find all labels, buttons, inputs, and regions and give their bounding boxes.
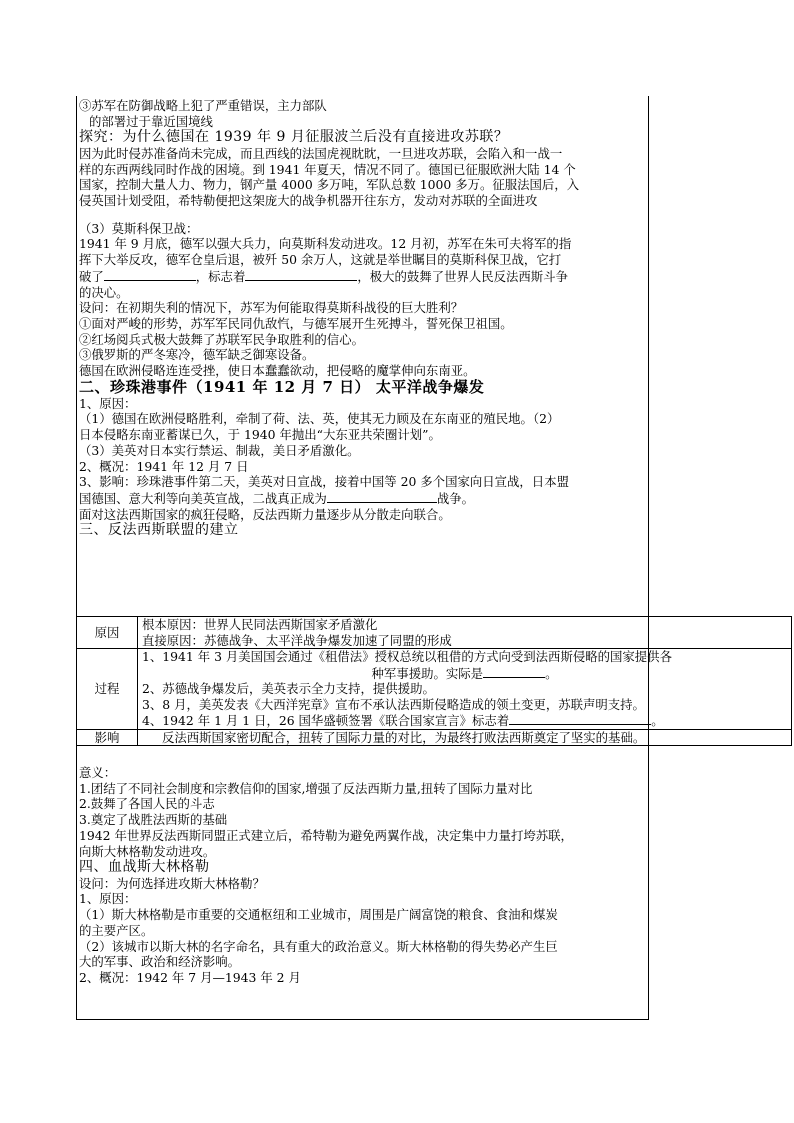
soviet-error-line-1: ③苏军在防御战略上犯了严重错误，主力部队 (79, 98, 327, 113)
process-cell (138, 649, 792, 730)
impact-text: 反法西斯国家密切配合，扭转了国际力量的对比，为最终打败法西斯奠定了坚实的基础。 (162, 729, 646, 745)
alliance-heading: 三、反法西斯联盟的建立 (79, 522, 239, 539)
pearl-impact-2-start: 国德国、意大利等向美英宣战，二战真正成为 (79, 490, 327, 506)
table-row (77, 729, 792, 746)
stalingrad-heading: 四、血战斯大林格勒 (79, 859, 210, 876)
pearl-cause-3: （3）美英对日本实行禁运、制裁，美日矛盾激化。 (79, 442, 360, 458)
moscow-heading: （3）莫斯科保卫战： (79, 220, 199, 236)
significance-title: 意义： (79, 765, 117, 780)
lower-section (79, 765, 645, 986)
table-row (77, 617, 792, 649)
pearl-impact-3: 面对这法西斯国家的疯狂侵略，反法西斯力量逐步从分散走向联合。 (79, 506, 451, 522)
stalingrad-cause-2a: （2）该城市以斯大林的名字命名，具有重大的政治意义。斯大林格勒的得失势必产生巨 (79, 938, 558, 954)
fill-blank-3[interactable] (327, 490, 437, 503)
pearl-cause-title: 1、原因： (79, 395, 137, 411)
stalingrad-question: 设问：为何选择进攻斯大林格勒？ (79, 875, 265, 891)
transition-1: 1942 年世界反法西斯同盟正式建立后，希特勒为避免两翼作战，决定集中力量打垮苏联， (79, 827, 573, 843)
explore-answer-4: 侵英国计划受阻，希特勒便把这架庞大的战争机器开往东方，发动对苏联的全面进攻 (79, 193, 538, 209)
table-row (77, 649, 792, 730)
moscow-line-1: 1941 年 9 月底，德军以强大兵力，向莫斯科发动进攻。12 月初，苏军在朱可夫将军的指 (79, 236, 572, 252)
process-1b-end: 。 (545, 665, 558, 681)
cause-cell (138, 617, 792, 649)
process-3: 3、8 月，美英发表《大西洋宪章》宣布不承认法西斯侵略造成的领土变更，苏联声明支持。 (142, 696, 645, 712)
moscow-conclusion: 德国在欧洲侵略连连受挫，使日本蠢蠢欲动，把侵略的魔掌伸向东南亚。 (79, 363, 476, 379)
process-1: 1、1941 年 3 月美国国会通过《租借法》授权总统以租借的方式向受到法西斯侵略的国家提供各 (142, 649, 672, 664)
explore-answer-3: 国家，控制大量人力、物力，钢产量 4000 多万吨，军队总数 1000 多万。征服法国后，入 (79, 177, 580, 193)
stalingrad-cause-2b: 大的军事、政治和经济影响。 (79, 954, 241, 970)
pearl-impact-1: 3、影响：珍珠港事件第二天，美英对日宣战，接着中国等 20 多个国家向日宣战，日本盟 (79, 474, 569, 490)
moscow-line-2: 挥下大举反攻，德军仓皇后退，被歼 50 余万人，这就是举世瞩目的莫斯科保卫战，它打 (79, 252, 562, 268)
stalingrad-cause-1a: （1）斯大林格勒是市重要的交通枢纽和工业城市，周围是广阔富饶的粮食、食油和煤炭 (79, 907, 558, 923)
moscow-reason-2: ②红场阅兵式极大鼓舞了苏联军民争取胜利的信心。 (79, 331, 364, 347)
moscow-line-4: 的决心。 (79, 284, 129, 300)
moscow-line-3 (79, 268, 645, 285)
alliance-table (76, 616, 792, 746)
pearl-cause-1b: 日本侵略东南亚蓄谋已久，于 1940 年抛出“大东亚共荣圈计划”。 (79, 427, 441, 443)
upper-section (79, 98, 645, 539)
moscow-reason-3: ③俄罗斯的严冬寒冷，德军缺乏御寒设备。 (79, 347, 315, 363)
pearl-cause-1: （1）德国在欧洲侵略胜利，牵制了荷、法、英，使其无力顾及在东南亚的殖民地。（2） (79, 411, 560, 427)
soviet-error-line-2: 的部署过于靠近国境线 (89, 113, 213, 129)
pearl-impact-2-end: 战争。 (436, 490, 474, 506)
process-4-end: 。 (651, 713, 664, 728)
cause-label: 原因 (77, 617, 138, 649)
process-label: 过程 (77, 649, 138, 730)
impact-label: 影响 (77, 729, 138, 746)
significance-3: 3.奠定了战胜法西斯的基础 (79, 812, 228, 828)
significance-1: 1.团结了不同社会制度和宗教信仰的国家,增强了反法西斯力量,扭转了国际力量对比 (79, 780, 533, 796)
explore-answer-1: 因为此时侵苏准备尚未完成，而且西线的法国虎视眈眈，一旦进攻苏联，会陷入和一战一 (79, 145, 563, 161)
process-2: 2、苏德战争爆发后，美英表示全力支持，提供援助。 (142, 681, 435, 696)
process-4-text: 4、1942 年 1 月 1 日，26 国华盛顿签署《联合国家宣言》标志着 (142, 713, 510, 728)
moscow-line-3-end: ，极大的鼓舞了世界人民反法西斯斗争 (357, 268, 568, 284)
direct-cause: 直接原因：苏德战争、太平洋战争爆发加速了同盟的形成 (142, 632, 452, 648)
stalingrad-overview: 2、概况：1942 年 7 月—1943 年 2 月 (79, 969, 301, 985)
explore-answer-2: 样的东西两线同时作战的困境。到 1941 年夏天，情况不同了。德国已征服欧洲大陆 14 个 (79, 161, 576, 177)
process-1b-text: 种军事援助。实际是 (371, 665, 484, 681)
pearl-harbor-heading: 二、珍珠港事件（1941 年 12 月 7 日） 太平洋战争爆发 (79, 377, 485, 396)
explore-question: 探究：为什么德国在 1939 年 9 月征服波兰后没有直接进攻苏联？ (79, 129, 509, 146)
impact-cell (138, 729, 792, 746)
moscow-line-3-mid: ，标志着 (195, 268, 246, 284)
pearl-overview: 2、概况：1941 年 12 月 7 日 (79, 458, 249, 474)
fill-blank-4[interactable] (483, 665, 545, 678)
transition-2: 向斯大林格勒发动进攻。 (79, 843, 216, 859)
stalingrad-cause-1b: 的主要产区。 (79, 922, 154, 938)
fill-blank-2[interactable] (245, 268, 357, 281)
stalingrad-cause-title: 1、原因： (79, 891, 137, 907)
moscow-line-3-start: 破了 (79, 268, 104, 284)
moscow-question: 设问：在初期失利的情况下，苏军为何能取得莫斯科战役的巨大胜利？ (79, 300, 464, 316)
significance-2: 2.鼓舞了各国人民的斗志 (79, 796, 215, 812)
fundamental-cause: 根本原因：世界人民同法西斯国家矛盾激化 (142, 617, 378, 632)
process-1b (142, 665, 787, 682)
pearl-impact-2 (79, 490, 645, 507)
fill-blank-1[interactable] (104, 268, 196, 281)
fill-blank-5[interactable] (509, 712, 651, 725)
moscow-reason-1: ①面对严峻的形势，苏军军民同仇敌忾，与德军展开生死搏斗，誓死保卫祖国。 (79, 315, 513, 331)
process-4 (142, 712, 787, 729)
